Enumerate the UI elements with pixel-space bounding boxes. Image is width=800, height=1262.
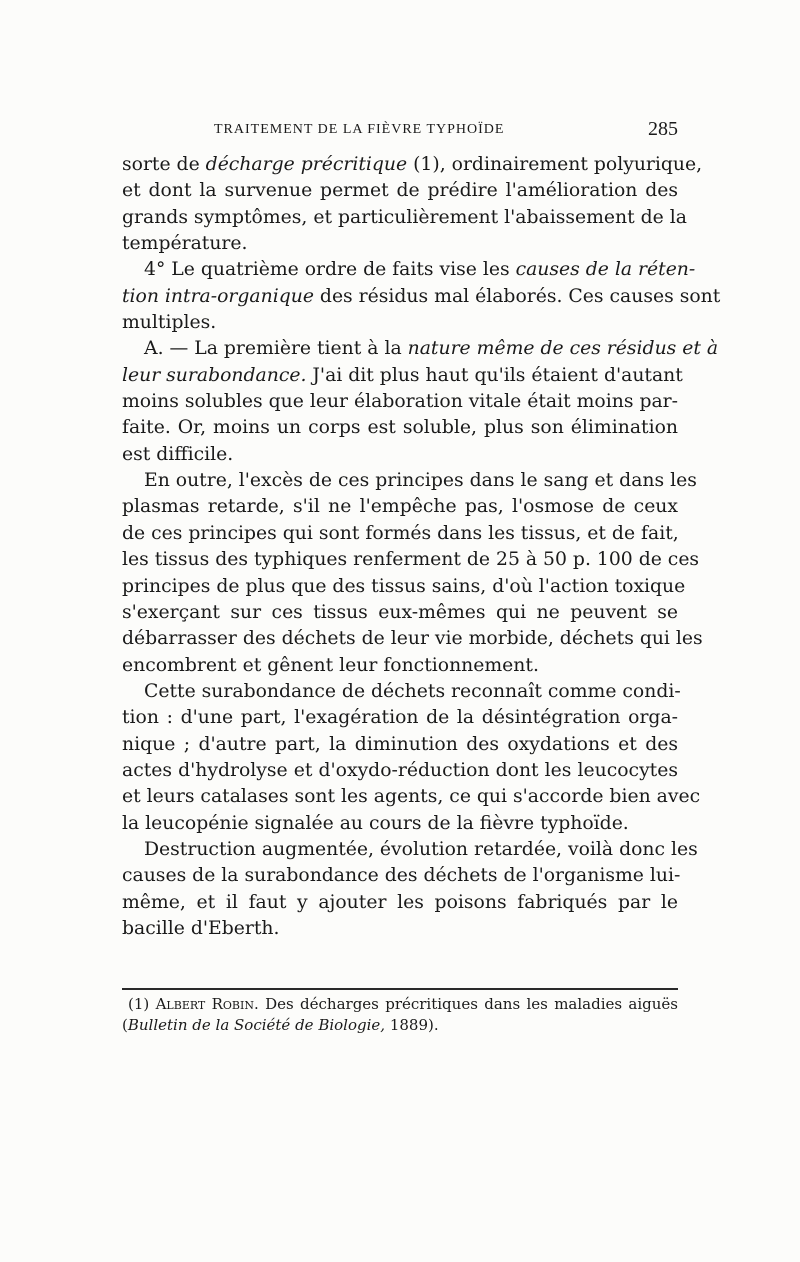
text-line [122, 468, 697, 494]
text-line [122, 205, 687, 231]
text-line [122, 705, 678, 731]
text-segment: Destruction augmentée, évolution retardée, voilà donc les [144, 838, 698, 860]
text-line [122, 442, 678, 468]
text-segment: 1889). [385, 1016, 439, 1034]
text-segment: causes de la surabondance des déchets de l'organisme lui- [122, 865, 681, 887]
text-segment: température. [122, 233, 248, 255]
text-segment: multiples. [122, 312, 217, 334]
text-line [122, 363, 683, 389]
text-segment: et leurs catalases sont les agents, ce qui s'accorde bien avec [122, 786, 701, 808]
text-segment: décharge précritique [205, 154, 408, 175]
text-segment: et dont la survenue permet de prédire l'amélioration des [122, 180, 678, 202]
text-segment: faite. Or, moins un corps est soluble, plus son élimination [122, 417, 678, 439]
text-segment: leur surabondance. [122, 364, 307, 386]
text-segment: bacille d'Eberth. [122, 917, 280, 939]
text-line [122, 257, 696, 283]
text-segment: Cette surabondance de déchets reconnaît comme condi- [144, 680, 681, 702]
text-segment: encombrent et gênent leur fonctionnement. [122, 654, 539, 676]
text-line [122, 626, 703, 652]
text-segment: moins solubles que leur élaboration vitale était moins par- [122, 391, 678, 413]
body-text [122, 152, 721, 942]
text-segment: est difficile. [122, 443, 234, 465]
text-segment: (1), ordinairement polyurique, [407, 154, 703, 175]
text-line [122, 916, 678, 942]
text-segment: nature même de ces résidus et à [407, 338, 719, 360]
text-segment: s'exerçant sur ces tissus eux-mêmes qui ne peuvent se [122, 601, 678, 623]
text-segment: Albert Robin [155, 995, 254, 1013]
text-segment: tion : d'une part, l'exagération de la désintégration orga- [122, 707, 678, 729]
text-segment: tion intra-organique [122, 285, 314, 307]
text-line [122, 758, 678, 784]
text-segment: même, et il faut y ajouter les poisons fabriqués par le [122, 891, 678, 913]
text-line [122, 389, 678, 415]
text-line [122, 336, 719, 362]
page-number: 285 [648, 118, 678, 140]
text-line [122, 863, 681, 889]
running-head [122, 118, 678, 146]
text-line [122, 811, 678, 837]
text-segment: des résidus mal élaborés. Ces causes sont [313, 285, 721, 307]
text-line [122, 574, 686, 600]
text-segment: . Des décharges précritiques dans les maladies aiguës [253, 995, 678, 1013]
text-segment: plasmas retarde, s'il ne l'empêche pas, l'osmose de ceux [122, 496, 678, 518]
text-line [122, 890, 678, 916]
running-title: TRAITEMENT DE LA FIÈVRE TYPHOÏDE [214, 122, 505, 137]
text-line [122, 547, 700, 573]
footnotes [122, 994, 678, 1036]
text-line [122, 653, 678, 679]
footnote-rule [122, 988, 678, 990]
text-segment: A. — La première tient à la [144, 338, 408, 360]
text-line [122, 732, 678, 758]
text-line [122, 178, 678, 204]
footnote-line [122, 994, 678, 1015]
footnote-line [122, 1015, 678, 1036]
text-segment: sorte de [122, 154, 206, 175]
text-segment: les tissus des typhiques renferment de 25 à 50 p. 100 de ces [122, 549, 700, 571]
text-segment: la leucopénie signalée au cours de la fièvre typhoïde. [122, 812, 629, 834]
text-segment: ( [122, 1016, 128, 1034]
text-line [122, 600, 678, 626]
text-line [122, 494, 678, 520]
text-segment: (1) [128, 995, 156, 1013]
text-segment: En outre, l'excès de ces principes dans le sang et dans les [144, 470, 697, 492]
text-line [122, 310, 678, 336]
text-line [122, 784, 701, 810]
text-segment: 4° Le quatrième ordre de faits vise les [144, 259, 516, 281]
text-line [122, 415, 678, 441]
text-segment: causes de la réten- [515, 259, 696, 281]
text-segment: de ces principes qui sont formés dans les tissus, et de fait, [122, 522, 679, 544]
text-line [122, 521, 678, 547]
text-line [122, 152, 703, 178]
text-segment: principes de plus que des tissus sains, d'où l'action toxique [122, 575, 686, 597]
text-segment: grands symptômes, et particulièrement l'abaissement de la [122, 206, 687, 228]
text-segment: nique ; d'autre part, la diminution des oxydations et des [122, 733, 678, 755]
text-segment: Bulletin de la Société de Biologie, [127, 1016, 386, 1034]
text-line [122, 284, 721, 310]
text-segment: actes d'hydrolyse et d'oxydo-réduction dont les leucocytes [122, 759, 678, 781]
text-segment: J'ai dit plus haut qu'ils étaient d'autant [306, 364, 683, 386]
text-line [122, 837, 698, 863]
text-segment: débarrasser des déchets de leur vie morbide, déchets qui les [122, 628, 703, 650]
text-line [122, 679, 681, 705]
text-line [122, 231, 678, 257]
